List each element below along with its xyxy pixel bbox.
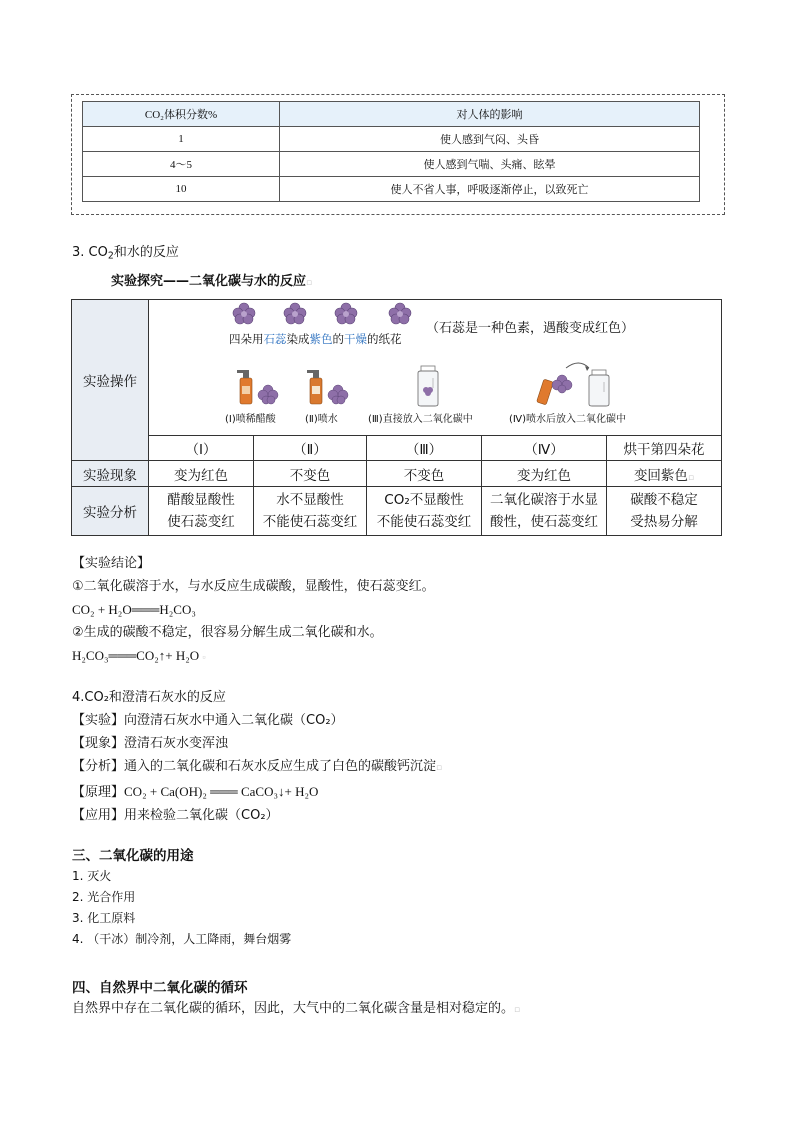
column-header: 烘干第四朵花 (607, 436, 722, 461)
phenomenon-label: 实验现象 (72, 461, 149, 487)
item-tag: 【分析】 (72, 759, 125, 774)
analysis-cell (482, 487, 607, 536)
experiment-title: 实验探究——二氧化碳与水的反应▫ (111, 274, 313, 289)
phenomenon-cell: 变为红色 (149, 461, 254, 487)
analysis-line: CO₂不显酸性 (384, 492, 464, 508)
analysis-line: 酸性，使石蕊变红 (490, 514, 598, 530)
section-4-item: 【分析】通入的二氧化碳和石灰水反应生成了白色的碳酸钙沉淀▫ (72, 759, 443, 774)
analysis-line: 不能使石蕊变红 (262, 514, 358, 530)
flower-description (229, 331, 402, 347)
paper-flower-icon (282, 302, 308, 326)
litmus-note: （石蕊是一种色素，遇酸变成红色） (426, 321, 635, 336)
paper-flower-icon (387, 302, 413, 326)
section-4-item (72, 780, 732, 804)
list-item: 4. （干冰）制冷剂，人工降雨，舞台烟雾 (72, 932, 292, 946)
step-caption: (Ⅳ)喷水后放入二氧化碳中 (509, 414, 627, 425)
phenomenon-row (72, 461, 722, 487)
table-row (83, 127, 700, 152)
analysis-cell (149, 487, 254, 536)
step-caption: (Ⅲ)直接放入二氧化碳中 (368, 414, 473, 425)
item-tag: 【原理】 (72, 785, 125, 800)
analysis-line: 水不显酸性 (276, 492, 344, 508)
item-text: CO₂ + Ca(OH)₂ ═══ CaCO₃↓+ H₂O (124, 784, 319, 799)
analysis-cell (254, 487, 367, 536)
analysis-line: 受热易分解 (630, 514, 698, 530)
header-cell: 对人体的影响 (280, 102, 700, 127)
paper-flower-icon (231, 302, 257, 326)
equation: CO₂ + H₂O═══H₂CO₃ (72, 602, 196, 617)
flower-text: 的纸花 (367, 332, 402, 346)
conclusion-line: ①二氧化碳溶于水，与水反应生成碳酸，显酸性，使石蕊变红。 (72, 579, 435, 594)
analysis-line: 醋酸显酸性 (167, 492, 235, 508)
item-text: 用来检验二氧化碳（CO₂） (124, 808, 279, 823)
list-item: 3. 化工原料 (72, 911, 136, 925)
cycle-text: 自然界中存在二氧化碳的循环，因此，大气中的二氧化碳含量是相对稳定的。 (72, 1001, 515, 1016)
item-tag: 【应用】 (72, 808, 125, 823)
section-4-title: 4.CO₂和澄清石灰水的反应 (72, 690, 226, 705)
item-tag: 【现象】 (72, 736, 125, 751)
analysis-cell (367, 487, 482, 536)
conclusion-title: 【实验结论】 (72, 556, 151, 571)
analysis-cell (607, 487, 722, 536)
phenomenon-cell: 变回紫色▫ (607, 461, 722, 487)
operation-row (72, 300, 722, 436)
cycle-text-row: 自然界中存在二氧化碳的循环，因此，大气中的二氧化碳含量是相对稳定的。▫ (72, 1001, 521, 1016)
table-cell: 10 (83, 177, 280, 202)
spray-bottle-icon (304, 366, 356, 406)
table-cell: 1 (83, 127, 280, 152)
table-cell: 使人感到气喘、头痛、眩晕 (280, 152, 700, 177)
item-text: 澄清石灰水变浑浊 (124, 736, 229, 751)
equation: H₂CO₃═══CO₂↑+ H₂O (72, 648, 200, 663)
spray-bottle-icon (234, 366, 286, 406)
step-caption: (Ⅱ)喷水 (305, 414, 338, 425)
section-4-item (72, 709, 732, 732)
flower-text: 的 (332, 332, 344, 346)
item-text: 通入的二氧化碳和石灰水反应生成了白色的碳酸钙沉淀 (124, 759, 437, 774)
section-3-title (72, 241, 179, 260)
flower-text: 四朵用 (229, 332, 264, 346)
column-header-row (72, 436, 722, 461)
conclusion-line: ②生成的碳酸不稳定，很容易分解生成二氧化碳和水。 (72, 625, 383, 640)
phenomenon-cell: 变为红色 (482, 461, 607, 487)
section-4-item (72, 732, 732, 755)
column-header: （Ⅳ） (482, 436, 607, 461)
table-cell: 使人感到气闷、头昏 (280, 127, 700, 152)
item-text: 向澄清石灰水中通入二氧化碳（CO₂） (124, 713, 344, 728)
experiment-title-text: 实验探究——二氧化碳与水的反应 (111, 274, 307, 289)
analysis-label: 实验分析 (72, 487, 149, 536)
flower-text-litmus: 石蕊 (263, 332, 287, 346)
phenomenon-text: 变回紫色 (633, 467, 688, 484)
header-cell: CO₂体积分数% (83, 102, 280, 127)
cycle-title: 四、自然界中二氧化碳的循环 (72, 980, 248, 996)
column-header: （Ⅲ） (367, 436, 482, 461)
analysis-line: 不能使石蕊变红 (376, 514, 472, 530)
experiment-table (71, 299, 722, 536)
table-row (83, 177, 700, 202)
flower-text-dry: 干燥 (344, 332, 367, 346)
flower-text-purple: 紫色 (309, 332, 333, 346)
gas-jar-icon (411, 364, 445, 408)
step-caption: (Ⅰ)喷稀醋酸 (225, 414, 276, 425)
analysis-row (72, 487, 722, 536)
list-item: 1. 灭火 (72, 869, 112, 883)
list-item: 2. 光合作用 (72, 890, 136, 904)
section-3-title-prefix: 3. CO (72, 245, 108, 260)
table-cell: 4～5 (83, 152, 280, 177)
spray-and-jar-icon (534, 358, 619, 408)
uses-list (72, 866, 291, 950)
table-header-row (83, 102, 700, 127)
table-cell: 使人不省人事，呼吸逐渐停止，以致死亡 (280, 177, 700, 202)
section-3-title-suffix: 和水的反应 (113, 245, 179, 260)
section-4-block (72, 686, 732, 827)
analysis-line: 碳酸不稳定 (630, 492, 698, 508)
column-header: （Ⅱ） (254, 436, 367, 461)
analysis-line: 二氧化碳溶于水显 (490, 492, 598, 508)
operation-label: 实验操作 (72, 300, 149, 461)
section-3-title-sub: 2 (107, 250, 114, 262)
uses-title: 三、二氧化碳的用途 (72, 848, 194, 864)
conclusion-block (72, 552, 732, 669)
phenomenon-cell: 不变色 (367, 461, 482, 487)
equation-row: H₂CO₃═══CO₂↑+ H₂O ▫ (72, 648, 206, 663)
co2-effect-table (82, 101, 700, 202)
flower-text: 染成 (286, 332, 310, 346)
paper-flower-icon (333, 302, 359, 326)
section-4-item (72, 804, 732, 827)
table-row (83, 152, 700, 177)
analysis-line: 使石蕊变红 (167, 514, 235, 530)
operation-illustration (149, 300, 722, 436)
column-header: （Ⅰ） (149, 436, 254, 461)
phenomenon-cell: 不变色 (254, 461, 367, 487)
item-tag: 【实验】 (72, 713, 125, 728)
